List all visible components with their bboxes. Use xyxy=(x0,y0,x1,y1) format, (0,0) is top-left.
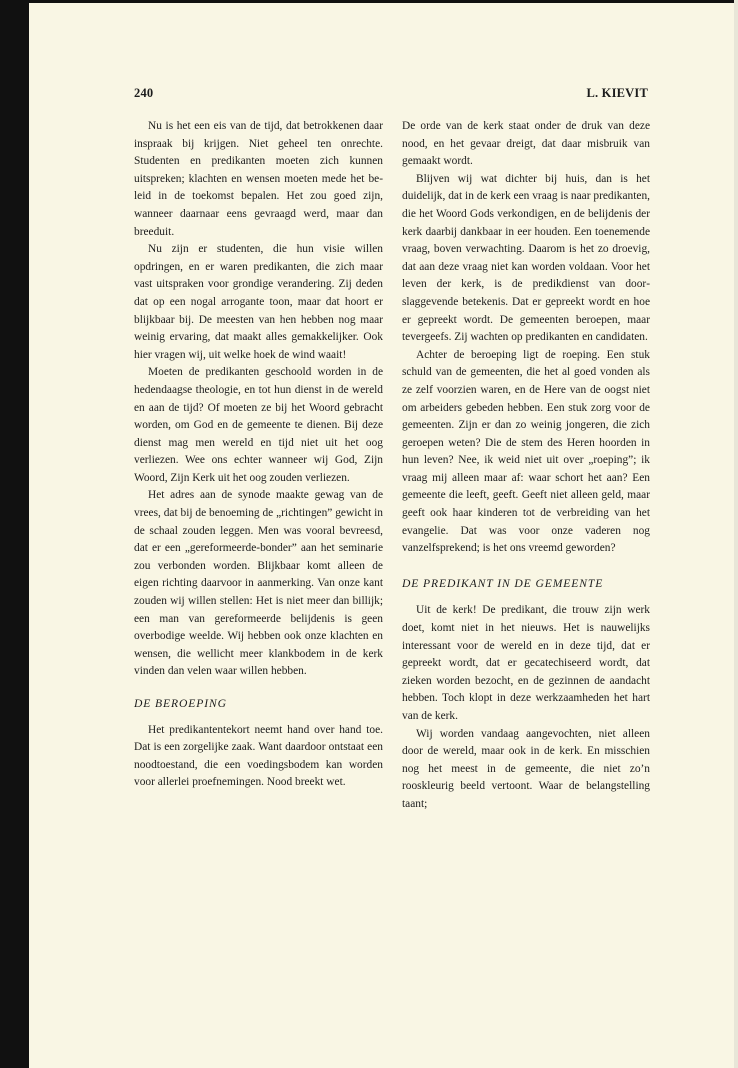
paragraph: Moeten de predikanten geschoold worden in de hedendaagse theologie, en tot hun dienst in de wereld en aan de tijd? Of moeten ze bij het Woord gebracht worden, om God en de gemeente te dienen. Bij deze dienst mag men wereld en tijd niet uit het oog verliezen. Wee ons echter wanneer wij God, Zijn Woord, Zijn Kerk uit het oog zouden verliezen. xyxy=(134,366,383,484)
page-number: 240 xyxy=(134,86,154,100)
paragraph: Nu zijn er studenten, die hun visie willen opdringen, en er waren predikanten, die zich maar vast uitspraken voor grondige verandering. Zij deden dat op een nogal arrogante toon, maar dat hoort er blijkbaar bij. De meesten van hen hebben nog maar weinig ervaring, dat maakt alles gemakkelijker. Ook hier vragen wij, uit welke hoek de wind waait! xyxy=(134,243,383,361)
running-head xyxy=(134,86,648,106)
paragraph: Blijven wij wat dichter bij huis, dan is het duidelijk, dat in de kerk een vraag is naar predikanten, die het Woord Gods verkondigen, en de belijdenis der kerk daarbij dankbaar in eer houden. Een toenemende vraag, boven verwachting. Daarom is het zo droevig, dat aan deze vraag niet kan worden voldaan. Voor het leven der kerk, is de predikdienst van doorslaggevende betekenis. Dat er gepreekt wordt en hoe er gepreekt wordt. De gemeenten beroepen, maar tevergeefs. Zij wachten op predikanten en candidaten. xyxy=(402,172,650,344)
author-name: L. KIEVIT xyxy=(586,86,648,100)
scan-border-left xyxy=(0,0,29,1068)
right-column xyxy=(402,118,650,814)
paragraph: Uit de kerk! De predikant, die trouw zijn werk doet, komt niet in het nieuws. Het is nauwelijks interessant voor de wereld en in deze tijd, dat er gepreekt wordt, dat er gecatechiseerd wordt, dat zieken worden bezocht, en de gezinnen de aandacht hebben. Toch klopt in deze werkzaamheden het hart van de kerk. xyxy=(402,604,650,722)
left-column xyxy=(134,118,383,792)
paragraph-continuation: De orde van de kerk staat onder de druk van deze nood, en het gevaar dreigt, dat daar misbruik van gemaakt wordt. xyxy=(402,120,650,168)
paragraph: Wij worden vandaag aangevochten, niet alleen door de wereld, maar ook in de kerk. En misschien nog het meest in de gemeente, die niet zo’n rooskleurig beeld vertoont. Waar de belangstelling taant; xyxy=(402,727,650,810)
paragraph: Nu is het een eis van de tijd, dat betrokkenen daar inspraak bij krijgen. Niet geheel ten onrechte. Studenten en predikanten moeten zich kunnen uitspreken; klachten en wensen moeten mede het beleid in de toekomst bepalen. Het zou goed zijn, wanneer daarnaar eens gevraagd werd, maar dan breeduit. xyxy=(134,120,383,238)
scan-border-top xyxy=(0,0,738,3)
section-heading-de-beroeping: DE BEROEPING xyxy=(134,697,227,710)
section-heading-de-predikant-in-de-gemeente: DE PREDIKANT IN DE GEMEENTE xyxy=(402,576,604,590)
paragraph: Het predikantentekort neemt hand over hand toe. Dat is een zorgelijke zaak. Want daardoor ontstaat een noodtoestand, die een voedingsbodem kan worden voor allerlei proefnemingen. Nood breekt wet. xyxy=(134,723,383,789)
paragraph: Achter de beroeping ligt de roeping. Een stuk schuld van de gemeenten, die het al goed vonden als ze zelf voorzien waren, en de Here van de oogst niet om arbeiders gebeden hebben. Een stuk zorg voor de gemeenten. Zijn er dan zo weinig jongeren, die zich geroepen weten? Die de stem des Heren hoorden in hun leven? Nee, ik weid niet uit over „roeping”; ik vraag mij alleen maar af: waar schort het aan? Een gemeente die leeft, geeft. Geeft niet alleen geld, maar geeft ook haar kinderen tot de verbreiding van het evangelie. Dat was voor onze vaderen nog vanzelfsprekend; is het ons vreemd geworden? xyxy=(402,348,650,555)
paragraph: Het adres aan de synode maakte gewag van de vrees, dat bij de benoeming de „richtingen” gewicht in de schaal zouden leggen. Men was vooral bevreesd, dat er een „gereformeerde-bonder” aan het seminarie zou verbonden worden. Blijkbaar komt alleen de eigen richting daarvoor in aanmerking. Van onze kant zouden wij willen stellen: Het is niet meer dan billijk; een man van gereformeerde belijdenis is geen overbodige weelde. Wij hebben ook onze klachten en wensen, die wellicht meer klankbodem in de kerk vinden dan velen waar willen hebben. xyxy=(134,489,383,678)
scan-border-right xyxy=(734,0,738,1068)
